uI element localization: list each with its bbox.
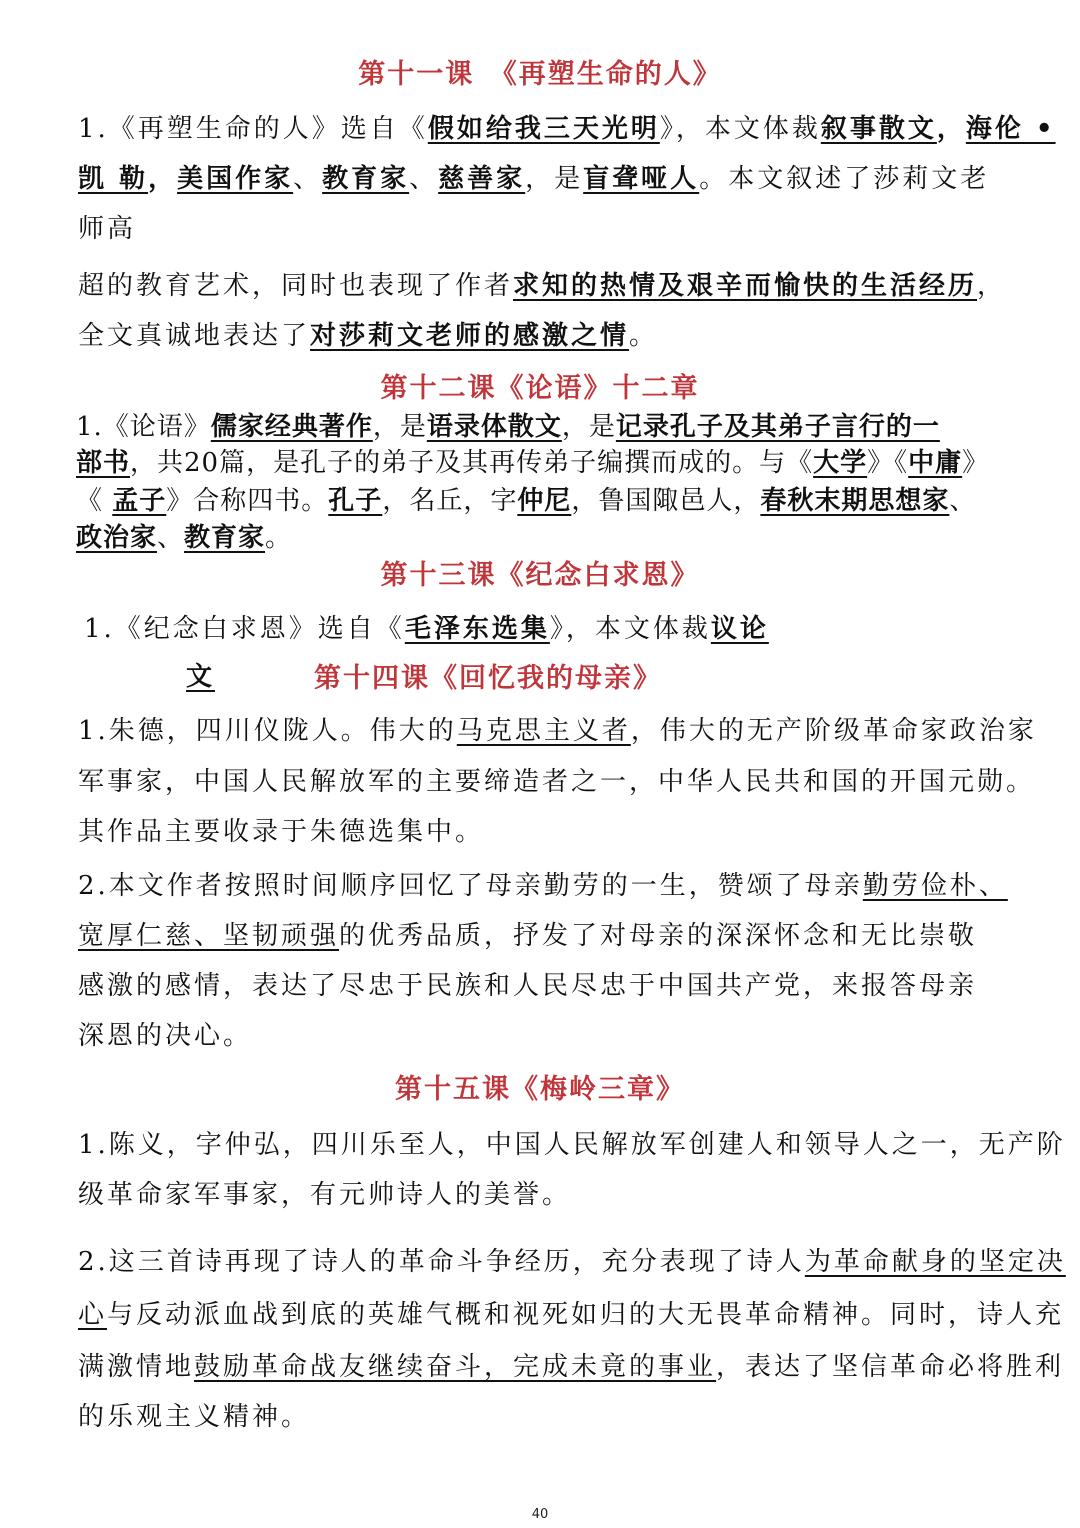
lesson13-line1: 1.《纪念白求恩》选自《毛泽东选集》，本文体裁议论 (84, 614, 769, 644)
lesson14-heading: 第十四课《回忆我的母亲》 (314, 663, 662, 694)
lesson15-line2: 级革命家军事家，有元帅诗人的美誉。 (78, 1180, 572, 1210)
lesson11-line1: 1.《再塑生命的人》选自《假如给我三天光明》，本文体裁叙事散文，海伦 • (78, 114, 1056, 144)
lesson15-line3: 2.这三首诗再现了诗人的革命斗争经历，充分表现了诗人为革命献身的坚定决 (78, 1247, 1066, 1277)
lesson13-heading: 第十三课《纪念白求恩》 (380, 560, 700, 591)
lesson11-line2: 凯 勒，美国作家、教育家、慈善家，是盲聋哑人。本文叙述了莎莉文老 (78, 164, 990, 194)
lesson14-line4: 2.本文作者按照时间顺序回忆了母亲勤劳的一生，赞颂了母亲勤劳俭朴、 (78, 871, 1008, 901)
lesson13-line2: 文 (186, 662, 216, 692)
lesson12-line1: 1.《论语》儒家经典著作，是语录体散文，是记录孔子及其弟子言行的一 (76, 412, 940, 442)
lesson11-heading: 第十一课 《再塑生命的人》 (358, 59, 722, 90)
lesson15-line6: 的乐观主义精神。 (78, 1402, 311, 1432)
lesson12-line2: 部书，共20篇，是孔子的弟子及其再传弟子编撰而成的。与《大学》《中庸》 (76, 448, 990, 478)
lesson15-line5: 满激情地鼓励革命战友继续奋斗，完成未竟的事业，表达了坚信革命必将胜利 (78, 1352, 1065, 1382)
lesson14-line2: 军事家，中国人民解放军的主要缔造者之一，中华人民共和国的开国元勋。 (78, 767, 1036, 797)
lesson12-heading: 第十二课《论语》十二章 (380, 373, 700, 404)
lesson12-line3: 《 孟子》合称四书。孔子，名丘，字仲尼，鲁国陬邑人，春秋末期思想家、 (76, 486, 977, 516)
page-number: 40 (531, 1507, 549, 1522)
lesson14-line1: 1.朱德，四川仪陇人。伟大的马克思主义者，伟大的无产阶级革命家政治家 (78, 716, 1037, 746)
lesson11-line5: 全文真诚地表达了对莎莉文老师的感激之情。 (78, 321, 659, 351)
lesson14-line6: 感激的感情，表达了尽忠于民族和人民尽忠于中国共产党，来报答母亲 (78, 971, 978, 1001)
lesson14-line5: 宽厚仁慈、坚韧顽强的优秀品质，抒发了对母亲的深深怀念和无比崇敬 (78, 921, 978, 951)
lesson14-line3: 其作品主要收录于朱德选集中。 (78, 817, 485, 847)
lesson14-line7: 深恩的决心。 (78, 1021, 253, 1051)
lesson11-line4: 超的教育艺术，同时也表现了作者求知的热情及艰辛而愉快的生活经历， (78, 271, 1007, 301)
lesson15-line1: 1.陈义，字仲弘，四川乐至人，中国人民解放军创建人和领导人之一，无产阶 (78, 1130, 1066, 1160)
lesson12-line4: 政治家、教育家。 (76, 523, 293, 553)
lesson11-line3: 师高 (78, 214, 137, 244)
lesson15-line4: 心与反动派血战到底的英雄气概和视死如归的大无畏革命精神。同时，诗人充 (78, 1300, 1065, 1330)
lesson15-heading: 第十五课《梅岭三章》 (395, 1074, 685, 1105)
